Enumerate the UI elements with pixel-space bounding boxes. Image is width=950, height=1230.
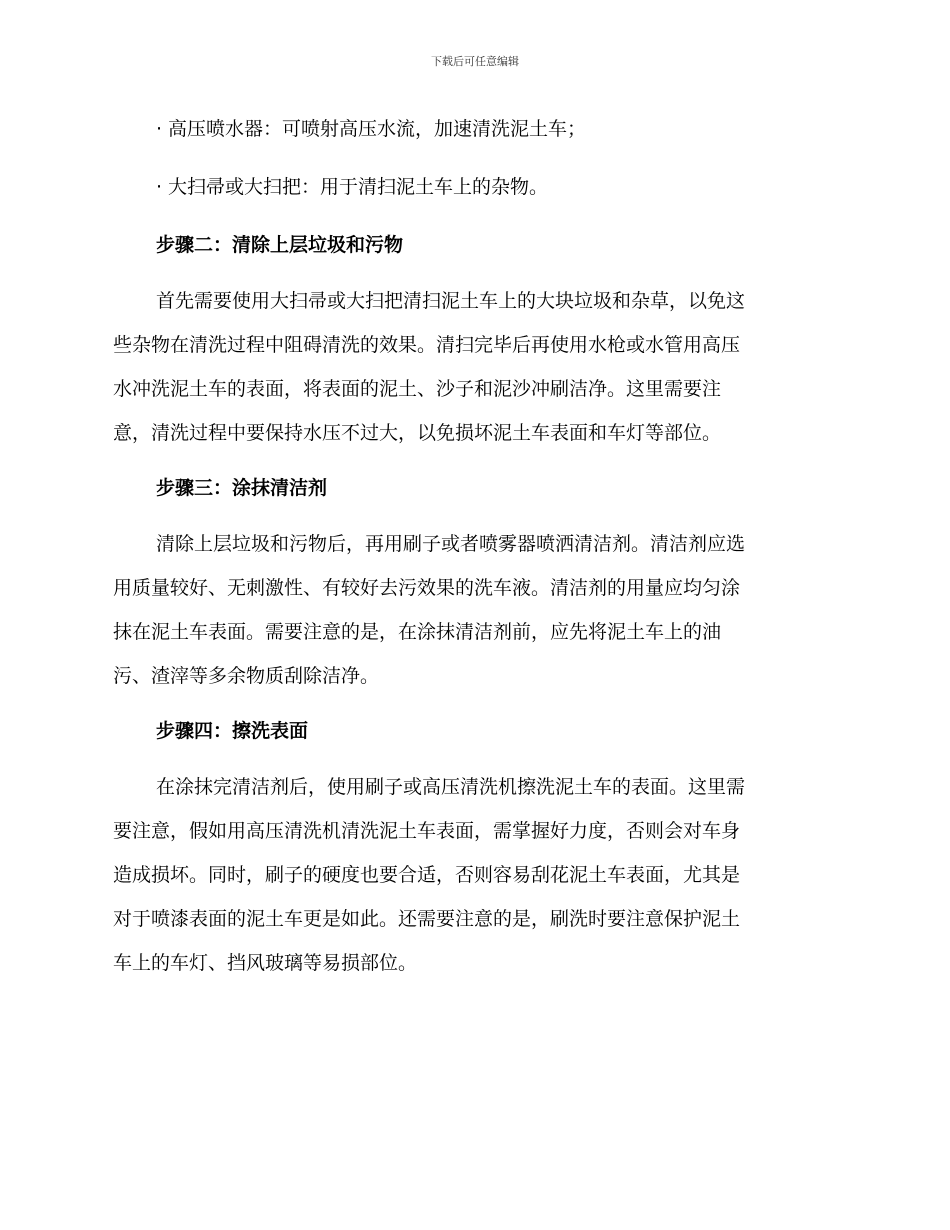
bullet-text: 高压喷水器：可喷射高压水流，加速清洗泥土车； bbox=[168, 118, 587, 140]
paragraph-line: 对于喷漆表面的泥土车更是如此。还需要注意的是，刷洗时要注意保护泥土 bbox=[113, 908, 741, 930]
section-heading: 步骤二：清除上层垃圾和污物 bbox=[156, 234, 404, 256]
paragraph-line: 抹在泥土车表面。需要注意的是，在涂抹清洁剂前，应先将泥土车上的油 bbox=[113, 621, 722, 643]
paragraph-line: 在涂抹完清洁剂后，使用刷子或高压清洗机擦洗泥土车的表面。这里需 bbox=[156, 776, 746, 798]
section-heading: 步骤四：擦洗表面 bbox=[156, 720, 309, 742]
paragraph-line: 造成损坏。同时，刷子的硬度也要合适，否则容易刮花泥土车表面，尤其是 bbox=[113, 864, 741, 886]
bullet-item bbox=[113, 113, 833, 146]
paragraph-line: 首先需要使用大扫帚或大扫把清扫泥土车上的大块垃圾和杂草，以免这 bbox=[156, 290, 746, 312]
section-heading: 步骤三：涂抹清洁剂 bbox=[156, 477, 328, 499]
bullet-marker: · bbox=[156, 176, 163, 198]
paragraph-line: 意，清洗过程中要保持水压不过大，以免损坏泥土车表面和车灯等部位。 bbox=[113, 422, 722, 444]
paragraph-line: 用质量较好、无刺激性、有较好去污效果的洗车液。清洁剂的用量应均匀涂 bbox=[113, 577, 741, 599]
paragraph-line: 些杂物在清洗过程中阻碍清洗的效果。清扫完毕后再使用水枪或水管用高压 bbox=[113, 334, 741, 356]
bullet-text: 大扫帚或大扫把：用于清扫泥土车上的杂物。 bbox=[168, 176, 549, 198]
section-paragraph bbox=[113, 279, 833, 455]
paragraph-line: 清除上层垃圾和污物后，再用刷子或者喷雾器喷洒清洁剂。清洁剂应选 bbox=[156, 533, 746, 555]
section-paragraph bbox=[113, 522, 833, 698]
bullet-marker: · bbox=[156, 118, 163, 140]
page-header: 下载后可任意编辑 bbox=[431, 55, 519, 68]
paragraph-line: 要注意，假如用高压清洗机清洗泥土车表面，需掌握好力度，否则会对车身 bbox=[113, 820, 741, 842]
document-body bbox=[113, 113, 833, 1002]
paragraph-line: 水冲洗泥土车的表面，将表面的泥土、沙子和泥沙冲刷洁净。这里需要注 bbox=[113, 378, 722, 400]
paragraph-line: 污、渣滓等多余物质刮除洁净。 bbox=[113, 665, 380, 687]
paragraph-line: 车上的车灯、挡风玻璃等易损部位。 bbox=[113, 952, 418, 974]
bullet-item bbox=[113, 171, 833, 204]
section-paragraph bbox=[113, 765, 833, 985]
